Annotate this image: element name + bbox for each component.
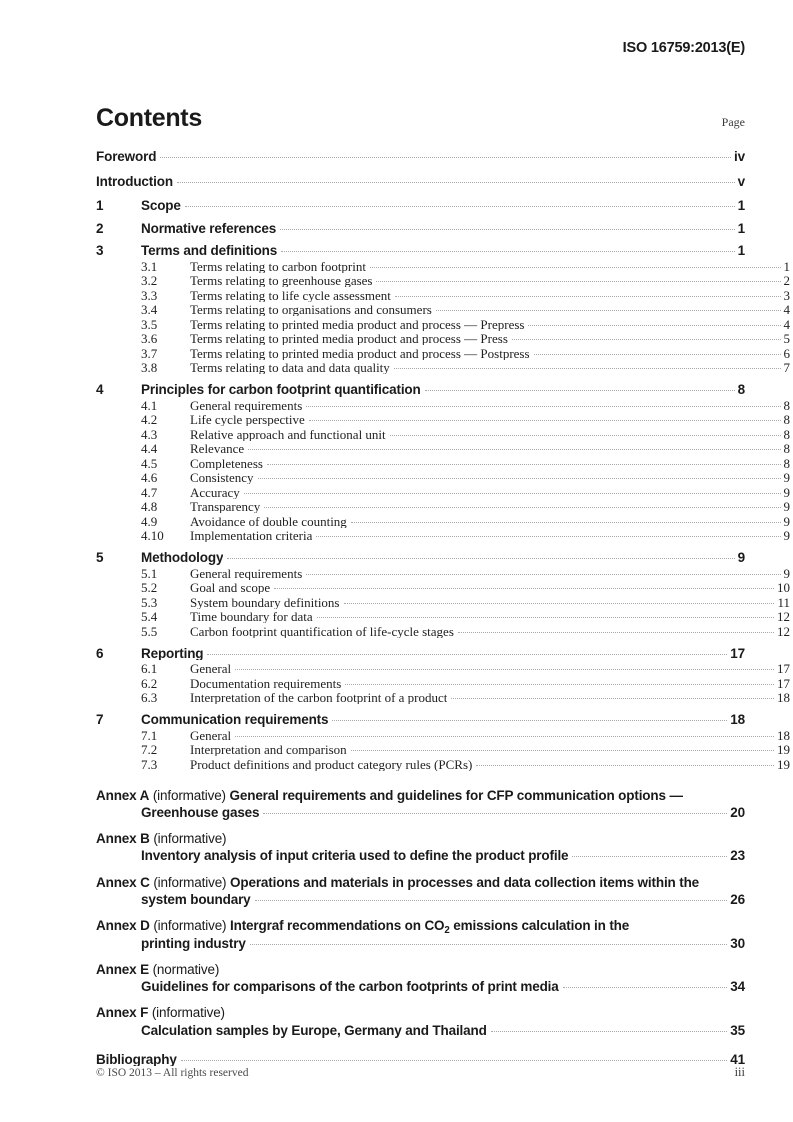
entry-number: 3.4 xyxy=(141,302,158,317)
entry-title: Terms relating to life cycle assessment xyxy=(190,288,391,302)
leader-dots xyxy=(248,449,780,450)
entry-body xyxy=(190,318,790,331)
entry-number: 3.5 xyxy=(141,316,158,332)
entry-body xyxy=(141,222,745,236)
annex-title-text: printing industry xyxy=(141,935,246,951)
toc-entry-annex[interactable] xyxy=(96,830,745,865)
entry-number: 6.3 xyxy=(141,690,158,705)
annex-title-text: Guidelines for comparisons of the carbon footprints of print media xyxy=(141,979,559,995)
toc-entry-clause[interactable] xyxy=(96,551,745,565)
annex-title-tail xyxy=(141,891,745,908)
toc-entry-subclause[interactable] xyxy=(96,567,790,580)
leader-dots xyxy=(332,720,727,721)
entry-page-number: 9 xyxy=(783,513,790,529)
annex-title-tail xyxy=(141,935,745,952)
entry-page-number: 10 xyxy=(777,580,790,595)
entry-body xyxy=(190,515,790,528)
toc-entry-subclause[interactable] xyxy=(96,486,790,499)
contents-title-row xyxy=(96,104,745,133)
entry-title: Implementation criteria xyxy=(190,529,313,542)
page-title: Contents xyxy=(96,104,202,132)
annex-title-text: Calculation samples by Europe, Germany and Thailand xyxy=(141,1022,487,1038)
annex-label: Annex F xyxy=(96,1005,149,1021)
entry-page-number: 12 xyxy=(777,623,790,639)
leader-dots xyxy=(476,765,774,766)
entry-page-number: 9 xyxy=(783,565,790,581)
entry-body xyxy=(190,610,790,623)
entry-title: Relevance xyxy=(190,442,245,455)
page-footer xyxy=(96,1065,745,1080)
toc-entry-subclause[interactable] xyxy=(96,303,790,316)
leader-dots xyxy=(280,229,735,230)
entry-number: 4.10 xyxy=(141,528,164,543)
entry-page-number: 26 xyxy=(730,891,745,907)
leader-dots xyxy=(458,632,774,633)
copyright-notice: © ISO 2013 – All rights reserved xyxy=(96,1067,249,1079)
entry-body xyxy=(96,175,745,189)
entry-page-number: v xyxy=(737,173,745,189)
leader-dots xyxy=(534,354,781,355)
entry-title: Documentation requirements xyxy=(190,676,342,690)
leader-dots xyxy=(264,507,780,508)
entry-title: Transparency xyxy=(190,500,261,513)
entry-title: Terms relating to printed media product and process — Prepress xyxy=(190,317,525,331)
annex-title-text: system boundary xyxy=(141,891,251,907)
entry-body xyxy=(190,399,790,412)
toc-entry-subclause[interactable] xyxy=(96,260,790,273)
entry-title: Goal and scope xyxy=(190,581,271,594)
entry-title: Interpretation and comparison xyxy=(190,743,347,756)
leader-dots xyxy=(390,435,781,436)
annex-label: Annex C xyxy=(96,874,150,890)
entry-title: Scope xyxy=(141,199,181,213)
entry-title: System boundary definitions xyxy=(190,595,340,609)
entry-page-number: 17 xyxy=(730,645,745,661)
entry-number: 5.1 xyxy=(141,565,158,581)
toc-entry-subclause[interactable] xyxy=(96,610,790,623)
leader-dots xyxy=(351,522,781,523)
toc-entry-clause[interactable] xyxy=(96,199,745,213)
annex-label: Annex A xyxy=(96,787,150,803)
toc-entry-subclause[interactable] xyxy=(96,332,790,345)
entry-body xyxy=(190,743,790,756)
entry-title: Carbon footprint quantification of life-cycle stages xyxy=(190,624,454,638)
entry-body xyxy=(96,150,745,164)
leader-dots xyxy=(394,368,781,369)
leader-dots xyxy=(227,558,734,559)
toc-entry-subclause[interactable] xyxy=(96,529,790,542)
entry-page-number: 17 xyxy=(777,675,790,691)
toc-entry-subclause[interactable] xyxy=(96,581,790,594)
entry-body xyxy=(190,691,790,704)
entry-title: Product definitions and product category rules (PCRs) xyxy=(190,757,473,771)
toc-entry-clause[interactable] xyxy=(96,383,745,397)
toc-entry-annex[interactable] xyxy=(96,1004,745,1039)
entry-number: 7.2 xyxy=(141,742,158,757)
annex-title-line1: General requirements and guidelines for CFP communication options — xyxy=(229,787,683,803)
annex-kind: (informative) xyxy=(151,1005,225,1021)
toc-entry-annex[interactable] xyxy=(96,917,745,952)
entry-page-number: 1 xyxy=(737,243,745,258)
leader-dots xyxy=(235,669,774,670)
toc-entry-subclause[interactable] xyxy=(96,662,790,675)
entry-number: 3.7 xyxy=(141,345,158,361)
entry-number: 4.6 xyxy=(141,470,158,485)
entry-page-number: 6 xyxy=(783,345,790,361)
entry-title: Principles for carbon footprint quantification xyxy=(141,383,421,397)
toc-entry-clause[interactable] xyxy=(96,647,745,661)
entry-page-number: 23 xyxy=(730,848,745,864)
page-folio: iii xyxy=(734,1065,745,1079)
entry-page-number: 1 xyxy=(737,220,745,236)
entry-number: 6 xyxy=(96,645,104,661)
toc-entry-subclause[interactable] xyxy=(96,428,790,441)
annex-title-tail xyxy=(141,847,745,864)
leader-dots xyxy=(451,698,774,699)
leader-dots xyxy=(235,736,774,737)
entry-body xyxy=(190,581,790,594)
document-header-id: ISO 16759:2013(E) xyxy=(622,40,745,56)
toc-entry-subclause[interactable] xyxy=(96,361,790,374)
entry-number: 2 xyxy=(96,220,104,236)
entry-number: 6.2 xyxy=(141,675,158,691)
entry-number: 5.2 xyxy=(141,580,158,595)
entry-number: 4.4 xyxy=(141,441,158,456)
toc-entry-annex[interactable] xyxy=(96,961,745,996)
annex-label: Annex D xyxy=(96,918,150,934)
entry-page-number: 8 xyxy=(783,455,790,471)
entry-number: 5.5 xyxy=(141,623,158,639)
entry-title: Terms relating to printed media product and process — Press xyxy=(190,332,508,345)
entry-number: 3 xyxy=(96,243,104,258)
entry-number: 3.3 xyxy=(141,287,158,303)
entry-page-number: 5 xyxy=(783,331,790,346)
entry-number: 4.7 xyxy=(141,484,158,500)
table-of-contents xyxy=(96,149,790,1077)
toc-entry-clause[interactable] xyxy=(96,713,745,727)
entry-title: Terms relating to greenhouse gases xyxy=(190,274,373,287)
entry-title: Terms and definitions xyxy=(141,244,278,258)
entry-page-number: 9 xyxy=(783,528,790,543)
annex-kind: (informative) xyxy=(153,918,227,934)
entry-page-number: 9 xyxy=(783,484,790,500)
entry-number: 3.1 xyxy=(141,258,158,274)
annex-label: Annex E xyxy=(96,961,149,977)
entry-number: 4.2 xyxy=(141,412,158,427)
entry-title: Terms relating to printed media product and process — Postpress xyxy=(190,346,530,360)
entry-number: 4.5 xyxy=(141,455,158,471)
toc-entry-subclause[interactable] xyxy=(96,500,790,513)
toc-entry-subclause[interactable] xyxy=(96,413,790,426)
entry-page-number: 3 xyxy=(783,287,790,303)
entry-title: General requirements xyxy=(190,566,303,580)
toc-entry-clause[interactable] xyxy=(96,244,745,258)
entry-page-number: 1 xyxy=(783,258,790,274)
entry-page-number: 7 xyxy=(783,360,790,375)
leader-dots xyxy=(258,478,781,479)
annex-label: Annex B xyxy=(96,831,150,847)
leader-dots xyxy=(177,182,735,183)
entry-body xyxy=(190,413,790,426)
leader-dots xyxy=(306,574,780,575)
entry-number: 4.9 xyxy=(141,513,158,529)
toc-entry-subclause[interactable] xyxy=(96,743,790,756)
entry-number: 3.8 xyxy=(141,360,158,375)
entry-body xyxy=(190,428,790,441)
entry-page-number: 11 xyxy=(777,594,790,610)
entry-page-number: 4 xyxy=(783,316,790,332)
toc-entry-subclause[interactable] xyxy=(96,596,790,609)
entry-title: Introduction xyxy=(96,174,173,188)
entry-body xyxy=(190,303,790,316)
entry-body xyxy=(141,647,745,661)
entry-page-number: 8 xyxy=(783,426,790,442)
toc-entry-subclause[interactable] xyxy=(96,318,790,331)
entry-title: Terms relating to organisations and consumers xyxy=(190,303,432,316)
entry-body xyxy=(190,442,790,455)
entry-body xyxy=(190,332,790,345)
toc-entry-subclause[interactable] xyxy=(96,347,790,360)
entry-body xyxy=(141,551,745,565)
entry-body xyxy=(190,471,790,484)
entry-body xyxy=(190,625,790,638)
leader-dots xyxy=(317,617,774,618)
entry-body xyxy=(190,260,790,273)
leader-dots xyxy=(376,281,780,282)
entry-number: 6.1 xyxy=(141,661,158,676)
entry-number: 4.8 xyxy=(141,499,158,514)
leader-dots xyxy=(160,157,731,158)
annex-kind: (informative) xyxy=(153,874,227,890)
leader-dots xyxy=(181,1060,728,1061)
entry-page-number: 9 xyxy=(783,470,790,485)
entry-title: Relative approach and functional unit xyxy=(190,427,386,441)
toc-entry-subclause[interactable] xyxy=(96,399,790,412)
toc-entry-subclause[interactable] xyxy=(96,289,790,302)
entry-number: 3.6 xyxy=(141,331,158,346)
toc-entry-subclause[interactable] xyxy=(96,442,790,455)
entry-page-number: 1 xyxy=(737,198,745,213)
leader-dots xyxy=(344,603,775,604)
toc-entry-subclause[interactable] xyxy=(96,625,790,638)
entry-title: Accuracy xyxy=(190,485,240,499)
entry-number: 1 xyxy=(96,198,104,213)
toc-entry-frontmatter[interactable] xyxy=(96,175,745,189)
leader-dots xyxy=(244,493,781,494)
leader-dots xyxy=(528,325,780,326)
annex-kind: (informative) xyxy=(153,831,227,847)
annex-title-line1: Operations and materials in processes and data collection items within the xyxy=(230,874,700,890)
toc-entry-annex[interactable] xyxy=(96,874,745,909)
entry-page-number: 8 xyxy=(783,397,790,413)
toc-entry-subclause[interactable] xyxy=(96,758,790,771)
toc-entry-subclause[interactable] xyxy=(96,677,790,690)
entry-title: Communication requirements xyxy=(141,713,329,727)
leader-dots xyxy=(281,251,735,252)
leader-dots xyxy=(255,900,728,901)
leader-dots xyxy=(185,206,735,207)
entry-number: 7 xyxy=(96,712,104,727)
entry-page-number: 41 xyxy=(730,1051,745,1067)
entry-number: 7.1 xyxy=(141,727,158,743)
leader-dots xyxy=(309,420,781,421)
entry-page-number: 18 xyxy=(777,727,790,743)
entry-body xyxy=(190,486,790,499)
entry-page-number: 2 xyxy=(783,273,790,288)
annex-kind: (informative) xyxy=(152,787,226,803)
entry-number: 5.3 xyxy=(141,594,158,610)
annex-title-tail xyxy=(141,804,745,821)
toc-entry-subclause[interactable] xyxy=(96,691,790,704)
leader-dots xyxy=(512,339,781,340)
entry-page-number: 20 xyxy=(730,804,745,820)
entry-body xyxy=(190,361,790,374)
entry-body xyxy=(141,713,745,727)
entry-title: Time boundary for data xyxy=(190,610,313,623)
leader-dots xyxy=(395,296,781,297)
entry-body xyxy=(190,677,790,690)
entry-page-number: 19 xyxy=(777,742,790,757)
entry-number: 4 xyxy=(96,382,104,397)
entry-page-number: 18 xyxy=(777,690,790,705)
toc-entry-subclause[interactable] xyxy=(96,274,790,287)
entry-page-number: iv xyxy=(734,149,745,164)
toc-entry-clause[interactable] xyxy=(96,222,745,236)
entry-page-number: 8 xyxy=(783,412,790,427)
toc-entry-frontmatter[interactable] xyxy=(96,150,745,164)
entry-page-number: 9 xyxy=(737,550,745,565)
leader-dots xyxy=(263,813,727,814)
entry-number: 5 xyxy=(96,550,104,565)
entry-body xyxy=(190,457,790,470)
entry-title: General xyxy=(190,728,232,742)
toc-entry-subclause[interactable] xyxy=(96,515,790,528)
entry-title: Consistency xyxy=(190,471,254,484)
entry-body xyxy=(190,729,790,742)
entry-title: Interpretation of the carbon footprint of a product xyxy=(190,691,448,704)
entry-title: General xyxy=(190,662,232,675)
annex-title-text: Inventory analysis of input criteria used to define the product profile xyxy=(141,848,569,864)
leader-dots xyxy=(267,464,781,465)
leader-dots xyxy=(250,944,728,945)
entry-number: 4.1 xyxy=(141,397,158,413)
leader-dots xyxy=(370,267,781,268)
entry-title: Bibliography xyxy=(96,1052,177,1067)
entry-number: 5.4 xyxy=(141,609,158,624)
annex-title-line1: Intergraf recommendations on $CO_2$ emissions calculation in the xyxy=(230,918,630,936)
annex-title-text: Greenhouse gases xyxy=(141,804,260,820)
entry-body xyxy=(141,244,745,258)
leader-dots xyxy=(563,987,728,988)
entry-page-number: 18 xyxy=(730,712,745,727)
entry-title: Reporting xyxy=(141,646,204,660)
annex-kind: (normative) xyxy=(152,961,220,977)
entry-body xyxy=(190,500,790,513)
annex-title-tail xyxy=(141,978,745,995)
leader-dots xyxy=(425,390,735,391)
entry-page-number: 8 xyxy=(783,441,790,456)
entry-body xyxy=(141,383,745,397)
entry-title: Foreword xyxy=(96,150,157,164)
entry-page-number: 9 xyxy=(783,499,790,514)
entry-title: General requirements xyxy=(190,398,303,412)
entry-page-number: 8 xyxy=(737,382,745,397)
entry-body xyxy=(190,529,790,542)
leader-dots xyxy=(351,750,774,751)
entry-title: Terms relating to data and data quality xyxy=(190,361,390,374)
toc-entry-annex[interactable] xyxy=(96,787,745,822)
entry-page-number: 4 xyxy=(783,302,790,317)
entry-number: 3.2 xyxy=(141,273,158,288)
entry-title: Completeness xyxy=(190,456,263,470)
leader-dots xyxy=(306,406,780,407)
leader-dots xyxy=(345,684,774,685)
entry-body xyxy=(190,289,790,302)
leader-dots xyxy=(316,536,780,537)
entry-title: Terms relating to carbon footprint xyxy=(190,259,366,273)
annex-title-tail xyxy=(141,1022,745,1039)
entry-page-number: 35 xyxy=(730,1022,745,1038)
toc-entry-subclause[interactable] xyxy=(96,457,790,470)
entry-body xyxy=(190,274,790,287)
leader-dots xyxy=(207,654,727,655)
entry-page-number: 34 xyxy=(730,979,745,995)
entry-page-number: 30 xyxy=(730,935,745,951)
entry-page-number: 17 xyxy=(777,661,790,676)
toc-entry-subclause[interactable] xyxy=(96,471,790,484)
leader-dots xyxy=(274,588,774,589)
entry-body xyxy=(190,758,790,771)
entry-title: Normative references xyxy=(141,221,277,235)
entry-title: Methodology xyxy=(141,551,224,565)
entry-body xyxy=(190,662,790,675)
entry-body xyxy=(190,347,790,360)
entry-body xyxy=(190,596,790,609)
entry-body xyxy=(141,199,745,213)
entry-number: 7.3 xyxy=(141,756,158,772)
entry-page-number: 19 xyxy=(777,756,790,772)
entry-number: 4.3 xyxy=(141,426,158,442)
entry-title: Avoidance of double counting xyxy=(190,514,347,528)
leader-dots xyxy=(436,310,781,311)
entry-title: Life cycle perspective xyxy=(190,413,305,426)
leader-dots xyxy=(491,1031,728,1032)
leader-dots xyxy=(572,856,727,857)
entry-page-number: 12 xyxy=(777,609,790,624)
toc-entry-subclause[interactable] xyxy=(96,729,790,742)
page-column-label: Page xyxy=(721,115,745,129)
entry-body xyxy=(190,567,790,580)
